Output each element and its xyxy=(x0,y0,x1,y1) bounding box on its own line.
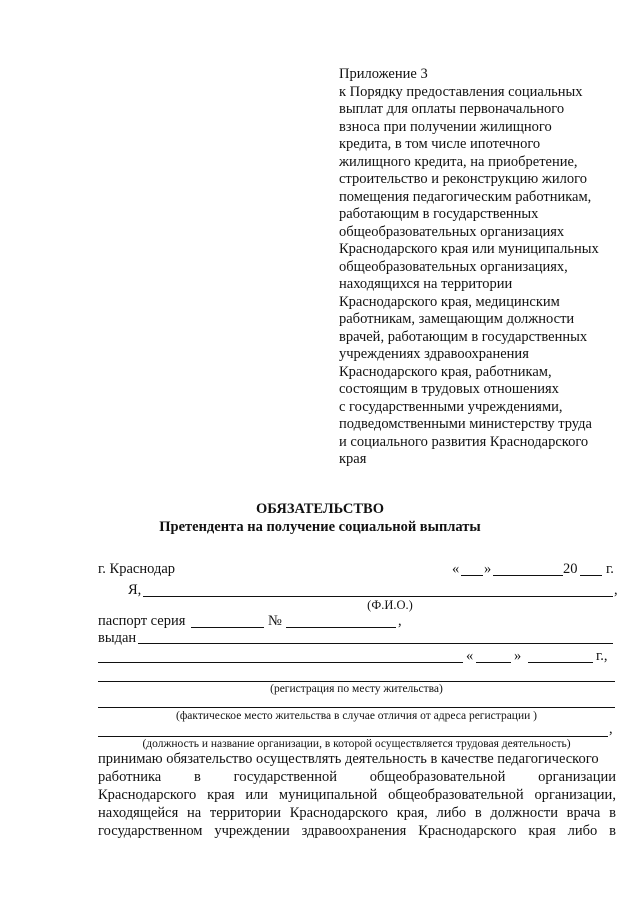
appendix-line: жилищного кредита, на приобретение, xyxy=(339,153,578,170)
body-word: организации, xyxy=(534,787,616,803)
appendix-line: подведомственными министерству труда xyxy=(339,416,592,432)
position-caption: (должность и название организации, в которой осуществляется трудовая деятельность) xyxy=(142,738,571,750)
date-year-prefix: 20 xyxy=(563,561,578,577)
document-subtitle: Претендента на получение социальной выплаты xyxy=(159,519,481,535)
position-comma: , xyxy=(609,721,613,737)
appendix-line: помещения педагогическим работникам, xyxy=(339,188,592,205)
body-word: находящейся xyxy=(98,805,179,821)
appendix-line: находящихся на территории xyxy=(339,276,513,292)
fio-caption: (Ф.И.О.) xyxy=(367,598,413,612)
date-close-quote: » xyxy=(484,561,492,577)
ya-label: Я, xyxy=(128,582,142,598)
body-word: территории xyxy=(209,805,282,821)
passport-comma: , xyxy=(398,613,402,629)
body-word: или xyxy=(245,787,269,803)
appendix-line: состоящим в трудовых отношениях xyxy=(339,381,559,397)
body-word: общеобразовательной xyxy=(369,769,506,785)
body-word: здравоохранения xyxy=(301,823,407,839)
date-year-field[interactable] xyxy=(580,575,602,576)
appendix-line: взноса при получении жилищного xyxy=(339,118,552,135)
issued-date-day-field[interactable] xyxy=(476,662,511,663)
fio-field[interactable] xyxy=(143,596,613,597)
appendix-line: Краснодарского края или муниципальных xyxy=(339,241,599,257)
date-year-suffix: г. xyxy=(606,561,614,577)
body-word: в xyxy=(194,769,201,785)
date-open-quote: « xyxy=(452,561,460,577)
registration-field[interactable] xyxy=(98,681,615,682)
appendix-line: Приложение 3 xyxy=(339,66,428,82)
appendix-line: учреждениях здравоохранения xyxy=(339,346,529,362)
document-title: ОБЯЗАТЕЛЬСТВО xyxy=(256,501,384,517)
body-word: государственном xyxy=(98,823,203,839)
actual-residence-caption: (фактическое место жительства в случае отличия от адреса регистрации ) xyxy=(176,710,537,722)
body-word: в xyxy=(609,823,616,839)
body-word: края, xyxy=(396,805,428,821)
appendix-line: Краснодарского края, медицинским xyxy=(339,293,560,310)
body-word: на xyxy=(186,805,202,821)
issued-label: выдан xyxy=(98,630,137,646)
body-word: Краснодарского xyxy=(98,787,197,803)
appendix-line: врачей, работающим в государственных xyxy=(339,328,588,345)
appendix-block xyxy=(339,66,619,469)
issued-date-close-quote: » xyxy=(514,648,522,664)
registration-caption: (регистрация по месту жительства) xyxy=(270,683,443,695)
body-line xyxy=(98,822,616,840)
body-word: в xyxy=(474,805,482,821)
obligation-text xyxy=(98,750,616,840)
appendix-line: края xyxy=(339,451,367,467)
appendix-line: к Порядку предоставления социальных xyxy=(339,83,583,100)
body-line xyxy=(98,786,616,804)
issued-by-field-continued[interactable] xyxy=(98,662,463,663)
body-word: организации xyxy=(538,769,616,785)
body-word: либо xyxy=(436,805,467,821)
body-word: муниципальной xyxy=(278,787,378,803)
appendix-line: выплат для оплаты первоначального xyxy=(339,101,565,117)
body-line xyxy=(98,804,616,822)
appendix-line: строительство и реконструкцию жилого xyxy=(339,171,587,187)
position-field[interactable] xyxy=(98,736,608,737)
appendix-line: работающим в государственных xyxy=(339,206,539,222)
passport-series-label: паспорт серия xyxy=(98,613,186,629)
city-label: г. Краснодар xyxy=(98,561,176,577)
issued-by-field[interactable] xyxy=(138,643,613,644)
appendix-line: с государственными учреждениями, xyxy=(339,398,563,415)
body-word: в xyxy=(609,805,616,821)
appendix-line: кредита, в том числе ипотечного xyxy=(339,136,541,152)
issued-date-open-quote: « xyxy=(466,648,474,664)
body-word: работника xyxy=(98,769,162,785)
appendix-line: и социального развития Краснодарского xyxy=(339,433,589,450)
body-word: общеобразовательной xyxy=(388,787,524,803)
body-word: края xyxy=(528,823,556,839)
date-month-field[interactable] xyxy=(493,575,563,576)
appendix-line: общеобразовательных организациях, xyxy=(339,258,568,275)
body-line: принимаю обязательство осуществлять деятельность в качестве педагогического xyxy=(98,751,599,767)
fio-comma: , xyxy=(614,582,618,598)
appendix-line: общеобразовательных организациях xyxy=(339,223,565,240)
body-word: должности xyxy=(490,805,558,821)
issued-date-suffix: г., xyxy=(596,648,608,664)
body-word: государственной xyxy=(233,769,338,785)
body-line xyxy=(98,768,616,786)
body-word: учреждении xyxy=(214,823,290,839)
body-word: врача xyxy=(566,805,601,821)
body-word: Краснодарского xyxy=(289,805,389,821)
passport-number-label: № xyxy=(268,613,282,629)
actual-residence-field[interactable] xyxy=(98,707,615,708)
passport-number-field[interactable] xyxy=(286,627,396,628)
body-word: Краснодарского xyxy=(418,823,517,839)
issued-date-month-year-field[interactable] xyxy=(528,662,593,663)
passport-series-field[interactable] xyxy=(191,627,264,628)
body-word: края xyxy=(207,787,235,803)
appendix-line: Краснодарского края, работникам, xyxy=(339,363,552,380)
body-word: либо xyxy=(567,823,598,839)
appendix-line: работникам, замещающим должности xyxy=(339,311,575,327)
date-day-field[interactable] xyxy=(461,575,483,576)
